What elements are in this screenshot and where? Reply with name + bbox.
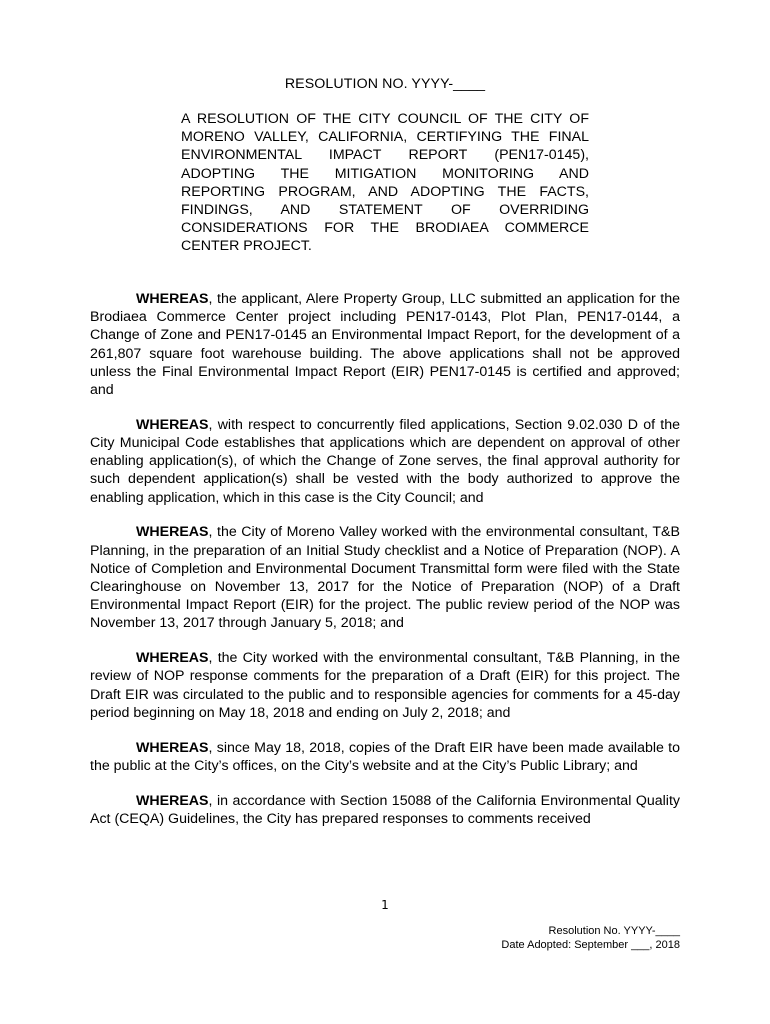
whereas-lead: WHEREAS bbox=[136, 650, 209, 667]
paragraph-text: , since May 18, 2018, copies of the Draft EIR have been made available to the public at the City’s offices, on the City’s website and at the City’s Public Library; and bbox=[90, 739, 680, 774]
document-body bbox=[90, 290, 680, 845]
resolution-heading: A RESOLUTION OF THE CITY COUNCIL OF THE CITY OF MORENO VALLEY, CALIFORNIA, CERTIFYING THE FINAL ENVIRONMENTAL IMPACT REPORT (PEN17-0145), ADOPTING THE MITIGATION MONITORING AND REPORTING PROGRAM, AND ADOPTING THE FACTS, FINDINGS, AND STATEMENT OF OVERRIDING CONSIDERATIONS FOR THE BRODIAEA COMMERCE CENTER PROJECT. bbox=[181, 111, 589, 255]
whereas-paragraph bbox=[90, 792, 680, 828]
whereas-paragraph bbox=[90, 739, 680, 775]
whereas-paragraph bbox=[90, 523, 680, 632]
page-footer bbox=[501, 925, 680, 952]
paragraph-text: , the City of Moreno Valley worked with the environmental consultant, T&B Planning, in the preparation of an Initial Study checklist and a Notice of Preparation (NOP). A Notice of Completion and Environmental Document Transmittal form were filed with the State Clearinghouse on November 13, 2017 for the Notice of Preparation (NOP) of a Draft Environmental Impact Report (EIR) for the project. The public review period of the NOP was November 13, 2017 through January 5, 2018; and bbox=[90, 524, 680, 632]
whereas-paragraph bbox=[90, 290, 680, 399]
resolution-title: RESOLUTION NO. YYYY-____ bbox=[284, 76, 486, 92]
paragraph-text: , the City worked with the environmental consultant, T&B Planning, in the review of NOP response comments for the preparation of a Draft (EIR) for this project. The Draft EIR was circulated to the public and to responsible agencies for comments for a 45-day period beginning on May 18, 2018 and ending on July 2, 2018; and bbox=[90, 650, 680, 721]
whereas-lead: WHEREAS bbox=[136, 739, 209, 756]
whereas-lead: WHEREAS bbox=[136, 524, 209, 541]
paragraph-text: , the applicant, Alere Property Group, LLC submitted an application for the Brodiaea Commerce Center project including PEN17-0143, Plot Plan, PEN17-0144, a Change of Zone and PEN17-0145 an Environmental Impact Report, for the development of a 261,807 square foot warehouse building. The above applications shall not be approved unless the Final Environmental Impact Report (EIR) PEN17-0145 is certified and approved; and bbox=[90, 291, 680, 399]
whereas-lead: WHEREAS bbox=[136, 291, 209, 307]
footer-date-adopted: Date Adopted: September ___, 2018 bbox=[501, 938, 680, 951]
paragraph-text: , in accordance with Section 15088 of the California Environmental Quality Act (CEQA) Guidelines, the City has prepared responses to comments received bbox=[90, 792, 680, 827]
paragraph-text: , with respect to concurrently filed applications, Section 9.02.030 D of the City Municipal Code establishes that applications which are dependent on approval of other enabling application(s), of which the Change of Zone serves, the final approval authority for such dependent application(s) shall be vested with the body authorized to approve the enabling application, which in this case is the City Council; and bbox=[90, 416, 680, 506]
footer-resolution-number: Resolution No. YYYY-____ bbox=[548, 925, 680, 937]
page-number: 1 bbox=[381, 898, 389, 912]
whereas-paragraph bbox=[90, 416, 680, 507]
whereas-lead: WHEREAS bbox=[136, 792, 209, 809]
whereas-lead: WHEREAS bbox=[136, 416, 209, 433]
whereas-paragraph bbox=[90, 649, 680, 722]
